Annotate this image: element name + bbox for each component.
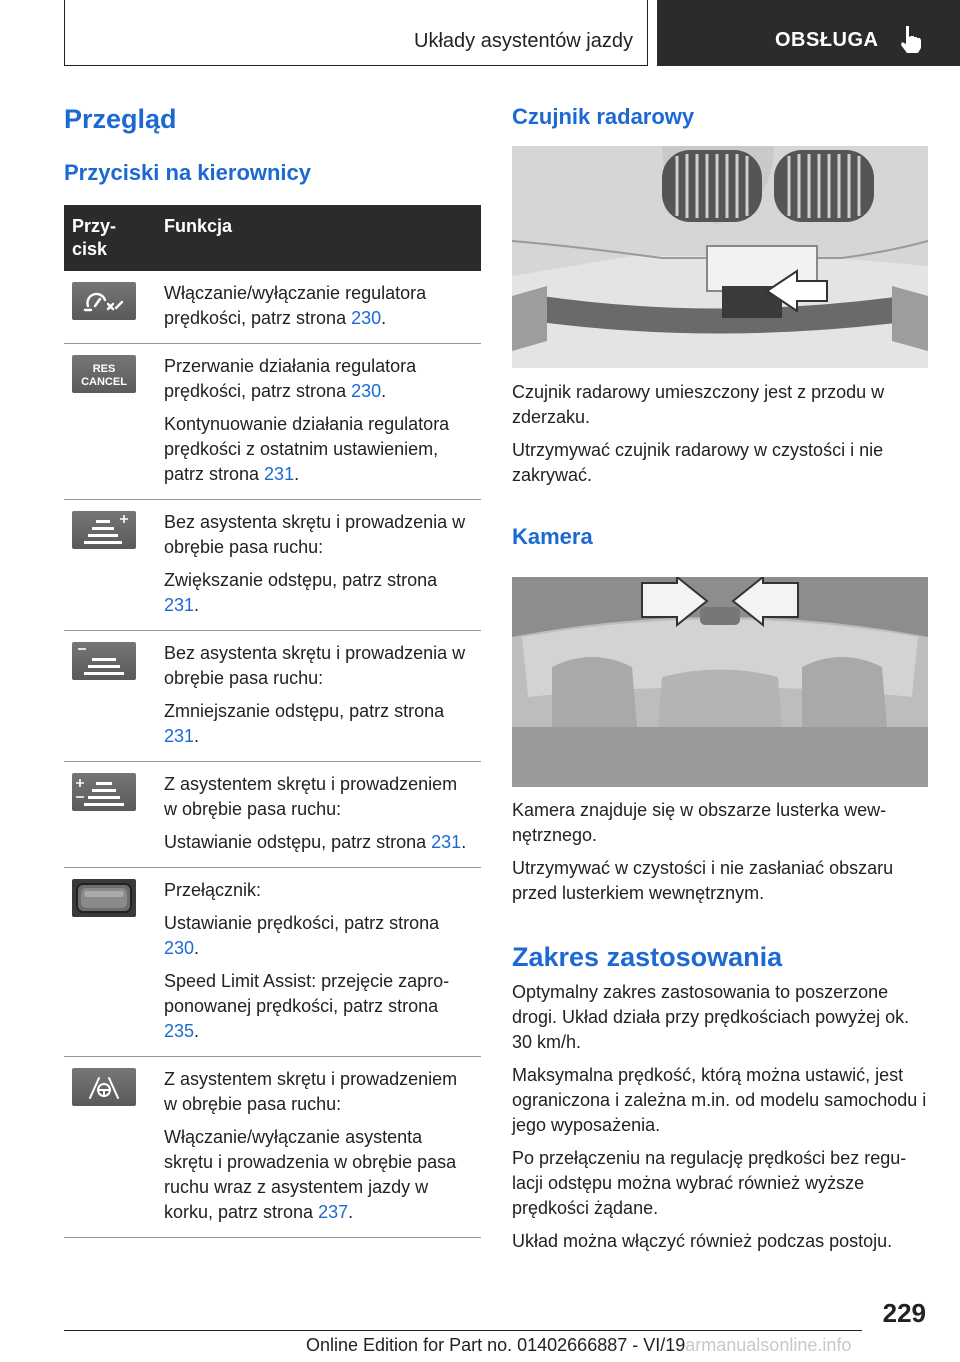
range-text [512,980,928,1254]
function-text: Bez asystenta skrętu i prowadzenia w obrębie pasa ruchu: [164,643,466,688]
function-text: Ustawianie odstępu, patrz strona 231. [164,832,467,852]
page-reference-link[interactable]: 230 [351,381,382,401]
page-reference-link[interactable]: 231 [164,595,195,615]
function-text: Przerwanie działania regulatora prędkości, patrz strona 230. [164,356,417,401]
page-reference-link[interactable]: 235 [164,1021,195,1041]
function-text: Bez asystenta skrętu i prowadzenia w obrębie pasa ruchu: [164,512,466,557]
pointing-hand-icon [897,24,923,54]
radar-paragraph: Utrzymywać czujnik radarowy w czystości i nie zakrywać. [512,440,884,485]
function-text: Speed Limit Assist: przejęcie zaproponowanej prędkości, patrz strona 235. [164,971,450,1041]
table-row [64,868,481,1057]
radar-paragraph: Czujnik radarowy umieszczony jest z przodu w zderzaku. [512,382,885,427]
radar-text [512,380,928,488]
svg-text:RES: RES [92,363,116,375]
page-reference-link[interactable]: 231 [431,832,462,852]
cruise-control-on-off-icon [72,282,136,320]
distance-increase-icon [72,511,136,549]
range-paragraph: Optymalny zakres zastosowania to poszerzone drogi. Układ działa przy prędkościach powyżej ok. 30 km/h. [512,982,910,1052]
section-heading-radar: Czujnik radarowy [512,104,695,129]
steering-assistant-icon [72,1068,136,1106]
function-text: Zwiększanie odstępu, patrz strona 231. [164,570,438,615]
distance-decrease-icon [72,642,136,680]
page-reference-link[interactable]: 230 [351,308,382,328]
page-title: Przegląd [64,104,177,134]
column-header-function: Funkcja [156,205,481,271]
camera-photo [512,577,928,787]
camera-text [512,798,928,906]
camera-paragraph: Kamera znajduje się w obszarze lusterka wewnętrznego. [512,800,887,845]
page-reference-link[interactable]: 237 [318,1202,349,1222]
page-number: 229 [882,1298,926,1328]
section-heading-steering-buttons: Przyciski na kierownicy [64,160,312,185]
res-cancel-icon [72,355,136,393]
header-chapter-tab [657,0,960,66]
header-section-title: Układy asystentów jazdy [414,30,633,52]
table-row [64,762,481,868]
header-section-box [64,0,648,66]
table-header-row [64,205,481,271]
section-heading-range: Zakres zastosowania [512,942,783,972]
table-row [64,631,481,762]
footer-edition: Online Edition for Part no. 01402666887 - VI/19armanualsonline.info [306,1335,852,1355]
table-row [64,1057,481,1238]
page-reference-link[interactable]: 231 [264,464,295,484]
function-text: Zmniejszanie odstępu, patrz strona 231. [164,701,445,746]
function-text: Kontynuowanie działania regulatora prędkości z ostatnim ustawieniem, patrz strona 231. [164,414,450,484]
function-text: Ustawianie prędkości, patrz strona 230. [164,913,440,958]
range-paragraph: Układ można włączyć również podczas postoju. [512,1231,893,1251]
footer-rule [64,1330,862,1331]
function-text: Przełącznik: [164,880,262,900]
table-row [64,271,481,344]
function-text: Z asystentem skrętu i prowadzeniem w obrębie pasa ruchu: [164,1069,458,1114]
camera-paragraph: Utrzymywać w czystości i nie zasłaniać obszaru przed lusterkiem wewnętrznym. [512,858,894,903]
radar-sensor-photo [512,146,928,368]
section-heading-camera: Kamera [512,524,593,549]
range-paragraph: Po przełączeniu na regulację prędkości bez regulacji odstępu można wybrać również wyższe prędkości żądane. [512,1148,907,1218]
svg-text:CANCEL: CANCEL [81,376,127,388]
distance-adjust-icon [72,773,136,811]
function-text: Z asystentem skrętu i prowadzeniem w obrębie pasa ruchu: [164,774,458,819]
function-text: Włączanie/wyłączanie asystenta skrętu i prowadzenia w obrębie pasa ruchu wraz z asystentem jazdy w korku, patrz strona 237. [164,1127,457,1222]
table-row [64,344,481,500]
table-row [64,500,481,631]
watermark: armanualsonline.info [685,1335,852,1355]
rocker-switch-icon [72,879,136,917]
page-reference-link[interactable]: 231 [164,726,195,746]
header-chapter-label: OBSŁUGA [775,29,879,51]
steering-buttons-table [64,205,481,1238]
range-paragraph: Maksymalna prędkość, którą można ustawić, jest ograniczona i zależna m.in. od modelu samochodu i jego wyposażenia. [512,1065,927,1135]
column-header-button: Przy- cisk [64,205,156,271]
page-reference-link[interactable]: 230 [164,938,195,958]
function-text: Włączanie/wyłączanie regulatora prędkości, patrz strona 230. [164,283,427,328]
